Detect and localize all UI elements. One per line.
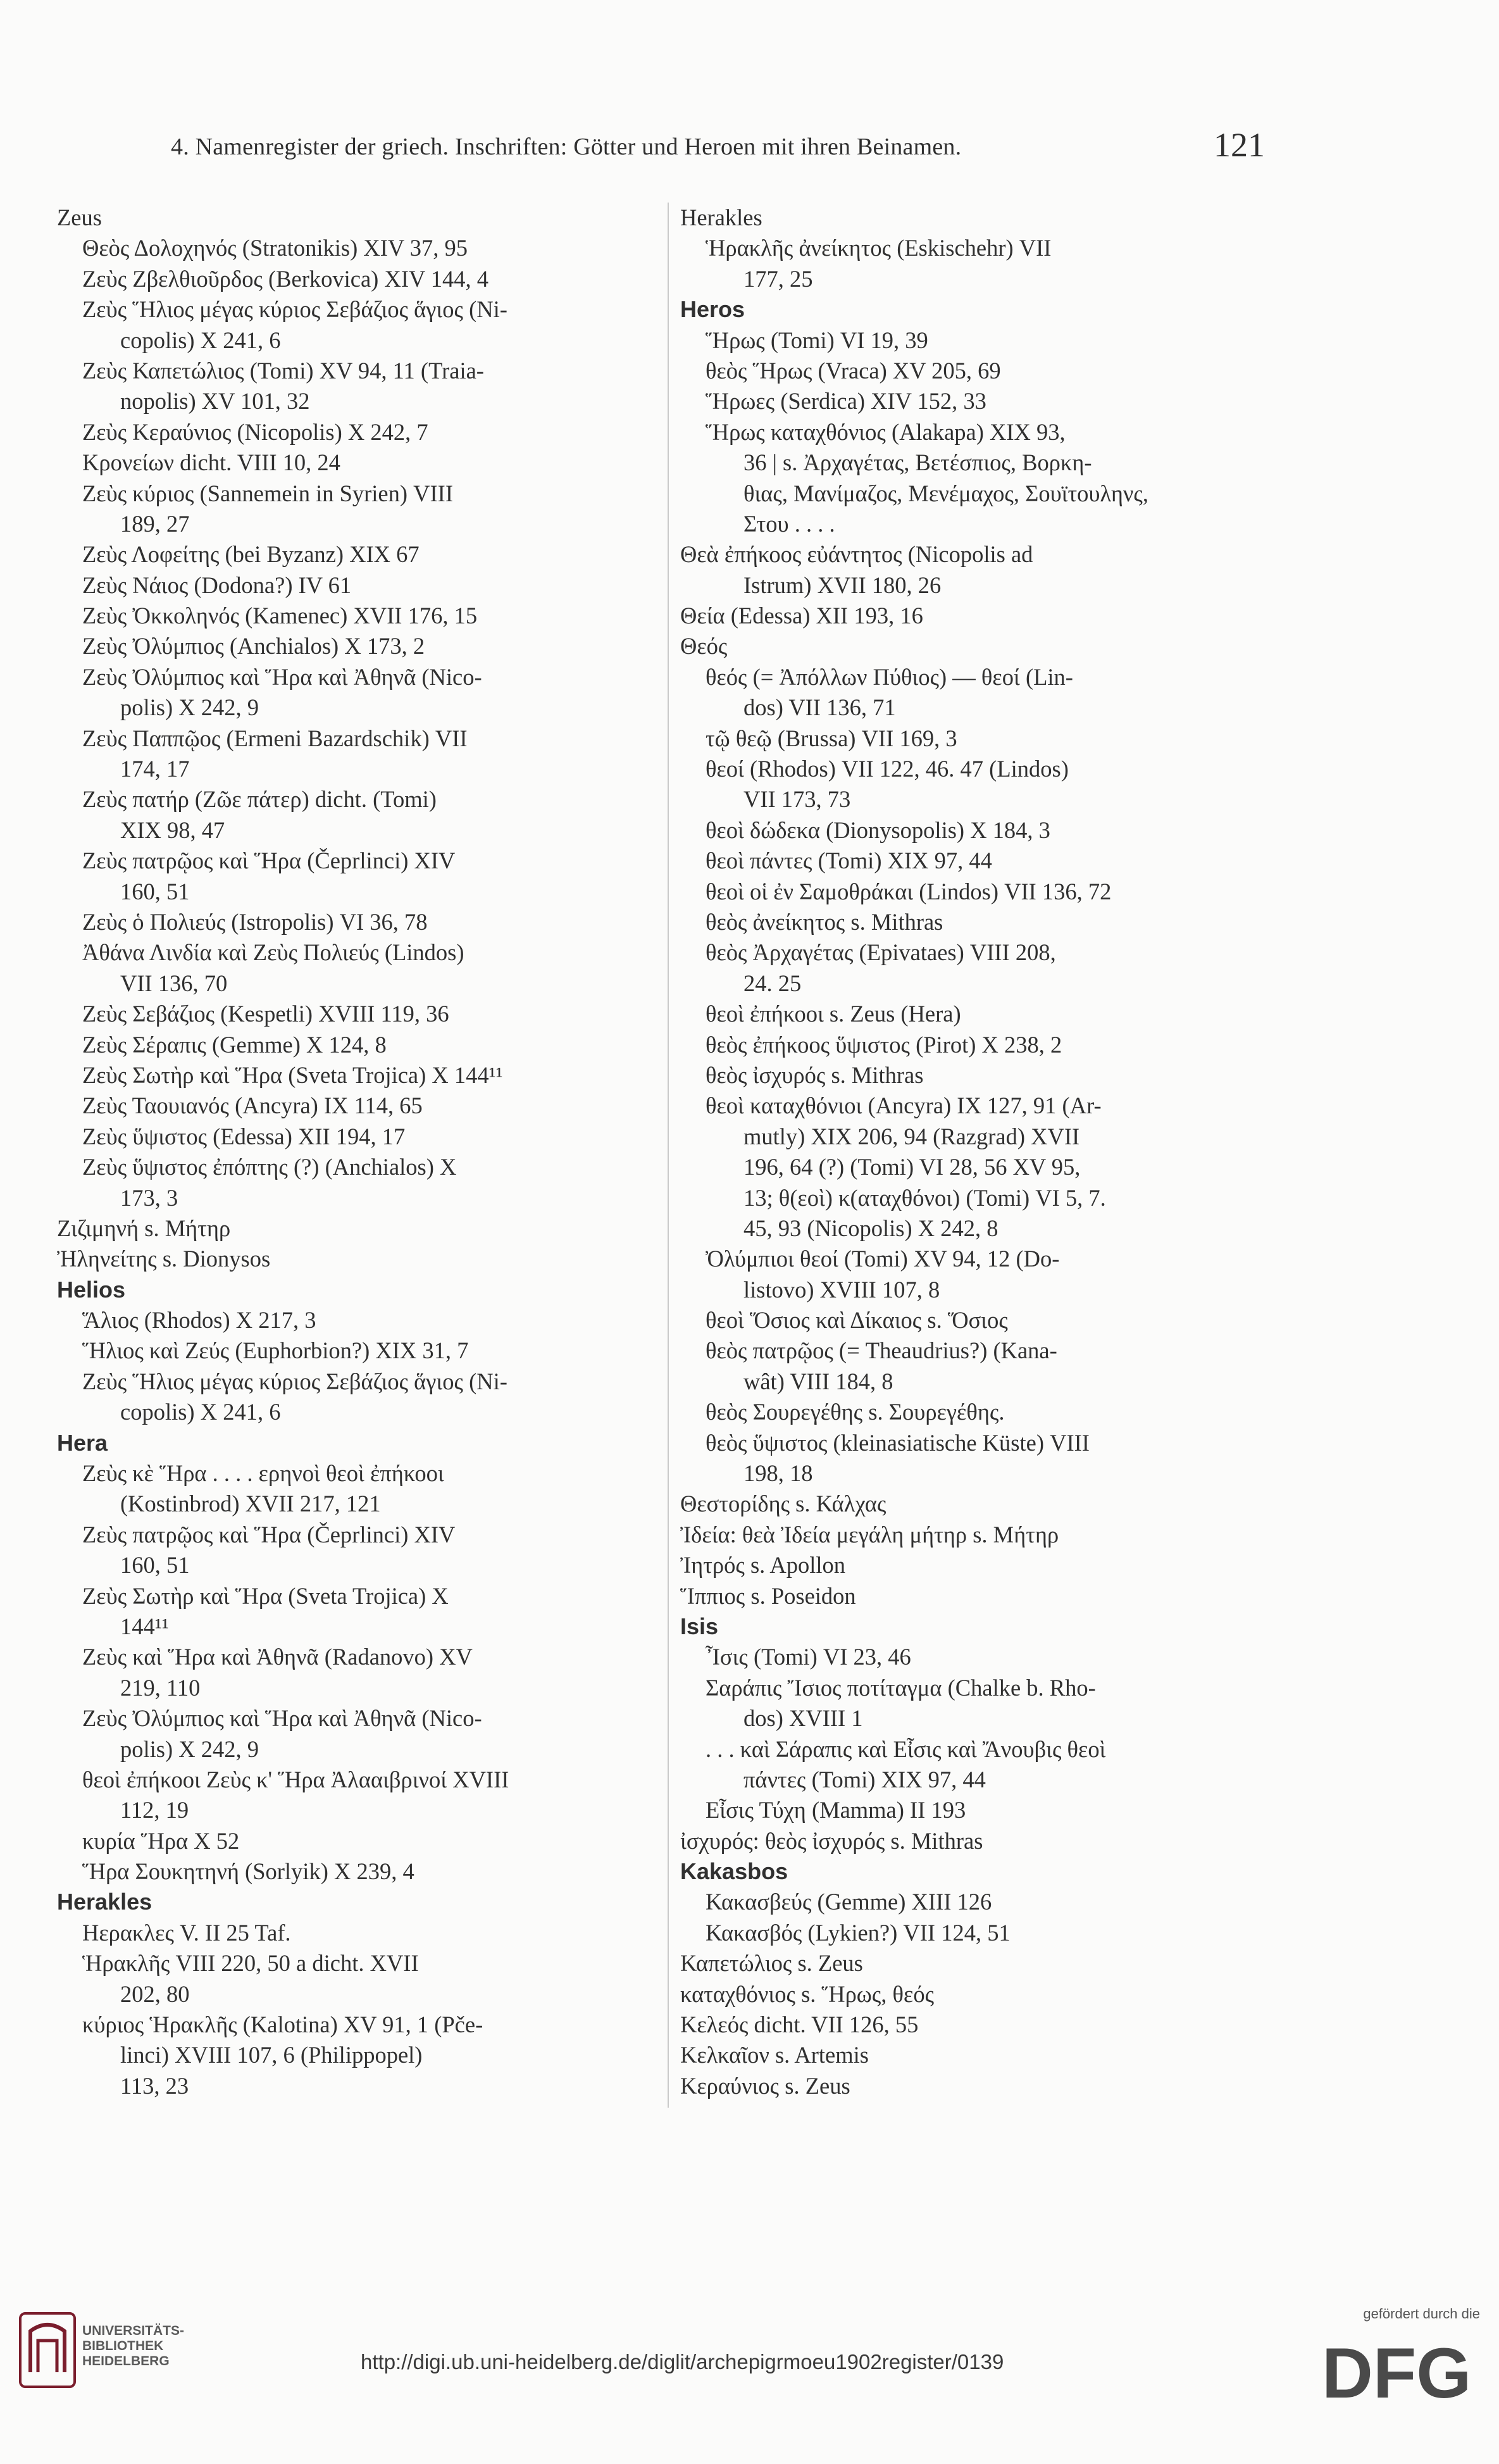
index-entry: Θεὰ ἐπήκοος εὐάντητος (Nicopolis ad	[680, 541, 1033, 568]
index-entry: wât) VIII 184, 8	[743, 1368, 893, 1394]
index-entry: Ζεὺς Ταουιανός (Ancyra) IX 114, 65	[82, 1092, 423, 1119]
index-entry: Κεραύνιος s. Zeus	[680, 2072, 850, 2099]
index-entry: Ἅλιος (Rhodos) X 217, 3	[82, 1307, 316, 1334]
section-heading: Kakasbos	[680, 1858, 788, 1885]
index-entry: Ζεὺς Καπετώλιος (Tomi) XV 94, 11 (Traia-	[82, 357, 484, 384]
index-entry: Ζεὺς Ὀλύμπιος (Anchialos) X 173, 2	[82, 633, 425, 660]
index-entry: Ζεὺς Λοφείτης (bei Byzanz) XIX 67	[82, 541, 420, 568]
index-entry: 198, 18	[743, 1460, 813, 1487]
index-entry: Ἡρακλῆς VIII 220, 50 a dicht. XVII	[82, 1950, 419, 1977]
index-entry: θεοί (Rhodos) VII 122, 46. 47 (Lindos)	[706, 756, 1069, 782]
section-heading: Herakles	[57, 1889, 152, 1915]
index-entry: Ἵππιος s. Poseidon	[680, 1582, 856, 1609]
footer	[0, 2255, 1499, 2464]
index-entry: Ηερακλες V. II 25 Taf.	[82, 1919, 291, 1946]
index-entry: Σαράπις Ἴσιος ποτίταγμα (Chalke b. Rho-	[706, 1674, 1096, 1701]
page-number: 121	[1214, 126, 1265, 164]
index-entry: Ζεὺς Ἥλιος μέγας κύριος Σεβάζιος ἅγιος (Ni-	[82, 296, 507, 323]
index-entry: listovo) XVIII 107, 8	[743, 1276, 940, 1303]
index-entry: Θεός	[680, 633, 728, 660]
index-entry: Κακασβεύς (Gemme) XIII 126	[706, 1889, 992, 1915]
funder-logo	[1316, 2287, 1480, 2426]
index-entry: 189, 27	[120, 510, 190, 537]
index-entry: Ζεὺς πατρῷος καὶ Ἥρα (Čeprlinci) XIV	[82, 847, 456, 874]
index-entry: θεοὶ ἐπήκοοι s. Zeus (Hera)	[706, 1001, 961, 1027]
index-entry: Ζεὺς πατήρ (Ζῶε πάτερ) dicht. (Tomi)	[82, 786, 437, 813]
index-entry: 36 | s. Ἀρχαγέτας, Βετέσπιος, Βορκη-	[743, 449, 1092, 476]
index-entry: XIX 98, 47	[120, 816, 225, 843]
index-entry: Κελεός dicht. VII 126, 55	[680, 2011, 919, 2038]
index-entry: copolis) X 241, 6	[120, 1399, 281, 1425]
index-entry: Ζεὺς Παππῷος (Ermeni Bazardschik) VII	[82, 725, 468, 751]
dfg-logo-icon	[1322, 2337, 1480, 2407]
index-entry: 24. 25	[743, 970, 802, 996]
index-entry: Ζεὺς κύριος (Sannemein in Syrien) VIII	[82, 480, 453, 506]
right-column	[680, 203, 1149, 2101]
index-entry: Ζεὺς Σωτὴρ καὶ Ἥρα (Sveta Trojica) X 144¹¹	[82, 1061, 503, 1088]
index-entry: 219, 110	[120, 1674, 201, 1701]
index-entry: linci) XVIII 107, 6 (Philippopel)	[120, 2042, 423, 2068]
index-entry: Ἀθάνα Λινδία καὶ Ζεὺς Πολιεύς (Lindos)	[82, 939, 464, 966]
section-heading: Helios	[57, 1276, 126, 1303]
index-entry: θεὸς Ἀρχαγέτας (Epivataes) VIII 208,	[706, 939, 1056, 966]
index-entry: 202, 80	[120, 1980, 190, 2007]
index-entry: θεοὶ καταχθόνιοι (Ancyra) IX 127, 91 (Ar-	[706, 1092, 1102, 1119]
index-entry: θεὸς ὕψιστος (kleinasiatische Küste) VIII	[706, 1429, 1090, 1456]
index-entry: θεοὶ οἱ ἐν Σαμοθράκαι (Lindos) VII 136, 72	[706, 878, 1112, 904]
library-logo	[19, 2306, 221, 2413]
running-header	[0, 120, 1499, 165]
dfg-logo-text: DFG	[1322, 2337, 1472, 2407]
index-entry: Θεία (Edessa) XII 193, 16	[680, 603, 923, 629]
index-entry: 196, 64 (?) (Tomi) VI 28, 56 XV 95,	[743, 1154, 1081, 1180]
index-entry: ἰσχυρός: θεὸς ἰσχυρός s. Mithras	[680, 1827, 983, 1854]
index-entry: καταχθόνιος s. Ἥρως, θεός	[680, 1980, 935, 2007]
index-entry: Ὀλύμπιοι θεοί (Tomi) XV 94, 12 (Do-	[706, 1246, 1060, 1272]
index-entry: θεὸς ἐπήκοος ὕψιστος (Pirot) X 238, 2	[706, 1031, 1062, 1058]
index-entry: Ἥρως (Tomi) VI 19, 39	[706, 327, 928, 353]
index-entry: 144¹¹	[120, 1613, 169, 1639]
library-line: HEIDELBERG	[82, 2354, 170, 2368]
index-entry: mutly) XIX 206, 94 (Razgrad) XVII	[743, 1123, 1080, 1149]
index-entry: Zeus	[57, 204, 102, 230]
index-entry: nopolis) XV 101, 32	[120, 388, 310, 415]
index-entry: κύριος Ἡρακλῆς (Kalotina) XV 91, 1 (Pče-	[82, 2011, 483, 2038]
index-entry: Ζεὺς Σωτὴρ καὶ Ἥρα (Sveta Trojica) X	[82, 1582, 449, 1609]
index-entry: Ζεὺς πατρῷος καὶ Ἥρα (Čeprlinci) XIV	[82, 1521, 456, 1548]
index-entry: Ζεὺς Κεραύνιος (Nicopolis) X 242, 7	[82, 418, 428, 445]
index-entry: Ἥρα Σουκητηνή (Sorlyik) X 239, 4	[82, 1858, 414, 1885]
running-title: 4. Namenregister der griech. Inschriften: Götter und Heroen mit ihren Beinamen.	[171, 134, 962, 160]
index-entry: Κακασβός (Lykien?) VII 124, 51	[706, 1919, 1011, 1946]
university-seal-icon	[19, 2312, 76, 2388]
index-entry: Ζεὺς Ζβελθιοῦρδος (Berkovica) XIV 144, 4	[82, 265, 489, 292]
library-line: BIBLIOTHEK	[82, 2339, 164, 2353]
index-entry: 174, 17	[120, 756, 190, 782]
index-entry: . . . καὶ Σάραπις καὶ Εἶσις καὶ Ἄνουβις θεοὶ	[706, 1735, 1106, 1762]
section-heading: Isis	[680, 1613, 719, 1639]
index-entry: Ἥρως καταχθόνιος (Alakapa) XIX 93,	[706, 418, 1066, 445]
index-entry: copolis) X 241, 6	[120, 327, 281, 353]
index-entry: Καπετώλιος s. Zeus	[680, 1950, 863, 1977]
index-entry: θεοὶ Ὅσιος καὶ Δίκαιος s. Ὅσιος	[706, 1307, 1008, 1334]
index-entry: Θεστορίδης s. Κάλχας	[680, 1491, 886, 1517]
index-entry: Ζεὺς Νάιος (Dodona?) IV 61	[82, 572, 352, 598]
index-entry: Ἰδεία: θεὰ Ἰδεία μεγάλη μήτηρ s. Μήτηρ	[680, 1521, 1059, 1548]
index-entry: Ζεὺς Ἥλιος μέγας κύριος Σεβάζιος ἅγιος (Ni-	[82, 1368, 507, 1394]
index-entry: Στου . . . .	[743, 510, 835, 537]
source-url[interactable]: http://digi.ub.uni-heidelberg.de/diglit/archepigrmoeu1902register/0139	[361, 2350, 1004, 2373]
index-entry: Ἰητρός s. Apollon	[680, 1552, 846, 1579]
index-entry: Ζεὺς ὁ Πολιεύς (Istropolis) VI 36, 78	[82, 908, 428, 935]
index-entry: (Kostinbrod) XVII 217, 121	[120, 1491, 381, 1517]
library-line: UNIVERSITÄTS-	[82, 2323, 185, 2338]
index-entry: θεός (= Ἀπόλλων Πύθιος) — θεοί (Lin-	[706, 663, 1073, 690]
index-entry: Ἡρακλῆς ἀνείκητος (Eskischehr) VII	[706, 235, 1052, 261]
section-heading: Heros	[680, 296, 745, 323]
index-entry: 112, 19	[120, 1797, 189, 1823]
index-entry: θεοὶ δώδεκα (Dionysopolis) X 184, 3	[706, 816, 1050, 843]
section-heading: Hera	[57, 1429, 108, 1456]
index-entry: Εἶσις Τύχη (Mamma) II 193	[706, 1797, 966, 1823]
index-entry: 173, 3	[120, 1184, 178, 1211]
index-entry: polis) X 242, 9	[120, 694, 259, 721]
index-entry: θεὸς Ἥρως (Vraca) XV 205, 69	[706, 357, 1001, 384]
index-entry: Ἥρωες (Serdica) XIV 152, 33	[706, 388, 986, 415]
index-entry: θιας, Μανίμαζος, Μενέμαχος, Σουϊτουληνς,	[743, 480, 1149, 506]
index-entry: polis) X 242, 9	[120, 1735, 259, 1762]
index-entry: Ζεὺς ὕψιστος (Edessa) XII 194, 17	[82, 1123, 406, 1149]
index-entry: θεοὶ πάντες (Tomi) XIX 97, 44	[706, 847, 992, 874]
index-entry: 45, 93 (Nicopolis) X 242, 8	[743, 1215, 998, 1241]
index-entry: θεοὶ ἐπήκοοι Ζεὺς κ' Ἥρα Ἀλααιβρινοί XVIII	[82, 1766, 509, 1792]
index-entry: Ἥλιος καὶ Ζεύς (Euphorbion?) XIX 31, 7	[82, 1337, 469, 1364]
index-entry: θεὸς ἀνείκητος s. Mithras	[706, 908, 943, 935]
index-entry: 160, 51	[120, 878, 190, 904]
index-entry: θεὸς ἰσχυρός s. Mithras	[706, 1061, 924, 1088]
index-entry: κυρία Ἥρα X 52	[82, 1827, 240, 1854]
index-entry: VII 173, 73	[743, 786, 851, 813]
index-entry: πάντες (Tomi) XIX 97, 44	[743, 1766, 986, 1792]
index-entry: Ζεὺς Σεβάζιος (Kespetli) XVIII 119, 36	[82, 1001, 449, 1027]
index-entry: Ἠληνείτης s. Dionysos	[57, 1246, 271, 1272]
index-entry: Θεὸς Δολοχηνός (Stratonikis) XIV 37, 95	[82, 235, 468, 261]
index-entry: 177, 25	[743, 265, 813, 292]
index-entry: Κρονείων dicht. VIII 10, 24	[82, 449, 340, 476]
index-entry: Ζεὺς Ὀλύμπιος καὶ Ἥρα καὶ Ἀθηνᾶ (Nico-	[82, 1705, 482, 1732]
index-entry: 13; θ(εοὶ) κ(αταχθόνοι) (Tomi) VI 5, 7.	[743, 1184, 1106, 1211]
index-entry: Ζεὺς Ὀκκοληνός (Kamenec) XVII 176, 15	[82, 603, 478, 629]
index-entry: Ζεὺς Ὀλύμπιος καὶ Ἥρα καὶ Ἀθηνᾶ (Nico-	[82, 663, 482, 690]
index-entry: Κελκαῖον s. Artemis	[680, 2042, 869, 2068]
index-entry: Ζεὺς καὶ Ἥρα καὶ Ἀθηνᾶ (Radanovo) XV	[82, 1644, 473, 1670]
left-column	[57, 203, 522, 2101]
index-entry: Ζιζιμηνή s. Μήτηρ	[57, 1215, 231, 1241]
index-entry: θεὸς πατρῷος (= Theaudrius?) (Kana-	[706, 1337, 1057, 1364]
index-entry: τῷ θεῷ (Brussa) VII 169, 3	[706, 725, 957, 751]
index-entry: Ζεὺς ὕψιστος ἐπόπτης (?) (Anchialos) X	[82, 1154, 457, 1180]
index-entry: 160, 51	[120, 1552, 190, 1579]
index-entry: dos) VII 136, 71	[743, 694, 896, 721]
index-entry: dos) XVIII 1	[743, 1705, 863, 1732]
index-entry: Herakles	[680, 204, 762, 230]
index-entry: VII 136, 70	[120, 970, 228, 996]
index-entry: Ἶσις (Tomi) VI 23, 46	[706, 1644, 911, 1670]
column-divider	[668, 203, 669, 2108]
index-entry: Ζεὺς Σέραπις (Gemme) X 124, 8	[82, 1031, 387, 1058]
index-entry: Ζεὺς κὲ Ἥρα . . . . ερηνοὶ θεοὶ ἐπήκοοι	[82, 1460, 444, 1487]
funding-caption: gefördert durch die	[1363, 2306, 1480, 2322]
index-entry: θεὸς Σουρεγέθης s. Σουρεγέθης.	[706, 1399, 1005, 1425]
index-entry: Istrum) XVII 180, 26	[743, 572, 942, 598]
index-entry: 113, 23	[120, 2072, 189, 2099]
